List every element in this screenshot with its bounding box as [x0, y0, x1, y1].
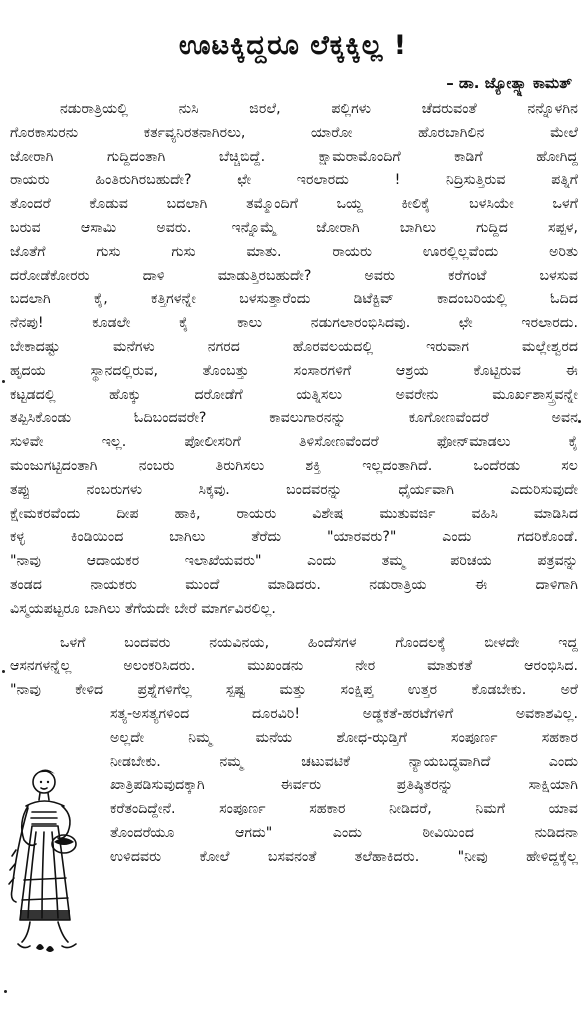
text-line: ಸತ್ಯ-ಅಸತ್ಯಗಳಿಂದ ದೂರವಿರಿ! ಅಡ್ಡಕತೆ-ಹರಟೆಗಳಿಗೆ ಅವಕಾಶವಿಲ್ಲ.	[110, 705, 578, 722]
text-line: ನೀಡಬೇಕು. ನಮ್ಮ ಚಟುವಟಿಕೆ ನ್ಯಾಯಬದ್ಧವಾಗಿದೆ ಎಂದು	[110, 753, 578, 770]
text-line: ಕರೆತಂದಿದ್ದೇನೆ. ಸಂಪೂರ್ಣ ಸಹಕಾರ ನೀಡಿದರೆ, ನಿಮಗೆ ಯಾವ	[110, 801, 578, 818]
text-line: ಕ್ಷೇಮಕರವೆಂದು ದೀಪ ಹಾಕಿ, ರಾಯರು ವಿಶೇಷ ಮುತುವರ್ಜಿ ವಹಿಸಿ ಮಾಡಿಸಿದ	[10, 505, 578, 522]
text-line: ತಪ್ಪು ನಂಬರುಗಳು ಸಿಕ್ಕವು. ಬಂದವರನ್ನು ಧೈರ್ಯವಾಗಿ ಎದುರಿಸುವುದೇ	[10, 481, 578, 498]
text-line: ತೊಂದರೆ ಕೊಡುವ ಬದಲಾಗಿ ತಮ್ಮೊಂದಿಗೆ ಒಯ್ದ ಕೀಲಿಕೈ ಬಳಸಿಯೇ ಒಳಗೆ	[10, 196, 578, 213]
text-line: "ನಾವು ಆದಾಯಕರ ಇಲಾಖೆಯವರು" ಎಂದು ತಮ್ಮ ಪರಿಚಯ ಪತ್ರವನ್ನು	[10, 553, 578, 570]
text-line: ಒಳಗೆ ಬಂದವರು ನಯವಿನಯ, ಹಿಂದೆಸಗಳ ಗೊಂದಲಕ್ಕೆ ಬೀಳದೇ ಇದ್ದ	[60, 634, 578, 651]
scan-speck	[4, 990, 7, 993]
text-line: ಕಳ್ಳ ಕಿಂಡಿಯಿಂದ ಬಾಗಿಲು ತೆರೆದು "ಯಾರವರು?" ಎಂದು ಗದರಿಕೊಂಡೆ.	[10, 529, 578, 546]
text-line: ಅಲ್ಲದೇ ನಿಮ್ಮ ಮನೆಯ ಶೋಧ-ಝಡ್ತಿಗೆ ಸಂಪೂರ್ಣ ಸಹಕಾರ	[110, 729, 578, 746]
text-line: ಆಸನಗಳನ್ನೆಲ್ಲ ಅಲಂಕರಿಸಿದರು. ಮುಖಂಡನು ನೇರ ಮಾತುಕತೆ ಆರಂಭಿಸಿದ.	[10, 658, 578, 675]
article-body	[10, 98, 578, 870]
text-line: ನೆನಪು! ಕೂಡಲೇ ಕೈ ಕಾಲು ನಡುಗಲಾರಂಭಿಸಿದವು. ಛೇ ಇರಲಾರದು.	[10, 315, 578, 332]
text-line: ರಾಯರು ಹಿಂತಿರುಗಿರಬಹುದೇ? ಛೇ ಇರಲಾರದು ! ನಿದ್ರಿಸುತ್ತಿರುವ ಪತ್ನಿಗೆ	[10, 172, 578, 189]
article-author: – ಡಾ. ಜ್ಯೋತ್ಸ್ನಾ ಕಾಮತ್	[446, 74, 572, 92]
text-line: ವಿಸ್ಮಯಪಟ್ಟರೂ ಬಾಗಿಲು ತೆಗೆಯದೇ ಬೇರೆ ಮಾರ್ಗವಿರಲಿಲ್ಲ.	[10, 600, 276, 617]
text-line: ಮಂಜುಗಟ್ಟಿದಂತಾಗಿ ನಂಬರು ತಿರುಗಿಸಲು ಶಕ್ತಿ ಇಲ್ಲದಂತಾಗಿದೆ. ಒಂದೆರಡು ಸಲ	[10, 457, 578, 474]
text-line: ಖಾತ್ರಿಪಡಿಸುವುದಕ್ಕಾಗಿ ಈರ್ವರು ಪ್ರತಿಷ್ಠಿತರನ್ನು ಸಾಕ್ಷಿಯಾಗಿ	[110, 777, 578, 794]
text-line: ಹೃದಯ ಸ್ಥಾನದಲ್ಲಿರುವ, ತೊಂಬತ್ತು ಸಂಸಾರಗಳಿಗೆ ಆಶ್ರಯ ಕೊಟ್ಟಿರುವ ಈ	[10, 362, 578, 379]
text-line: ತಂಡದ ನಾಯಕರು ಮುಂದೆ ಮಾಡಿದರು. ನಡುರಾತ್ರಿಯ ಈ ದಾಳಿಗಾಗಿ	[10, 576, 578, 593]
text-line: ಜೊತೆಗೆ ಗುಸು ಗುಸು ಮಾತು. ರಾಯರು ಊರಲ್ಲಿಲ್ಲವೆಂದು ಅರಿತು	[10, 243, 578, 260]
text-line: ತೊಂದರೆಯೂ ಆಗದು" ಎಂದು ಠೀವಿಯಿಂದ ನುಡಿದನಾ	[110, 824, 578, 841]
woman-illustration	[6, 760, 96, 960]
text-line: ಗೊರಕಾಸುರನು ಕರ್ತವ್ಯನಿರತನಾಗಿರಲು, ಯಾರೋ ಹೊರಬಾಗಿಲಿನ ಮೇಲೆ	[10, 124, 578, 141]
article-title: ಊಟಕ್ಕಿದ್ದರೂ ಲೆಕ್ಕಕ್ಕಿಲ್ಲ !	[178, 30, 408, 61]
scan-speck	[578, 420, 581, 423]
text-line: ನಡುರಾತ್ರಿಯಲ್ಲಿ ನುಸಿ ಜಿರಲೆ, ಪಲ್ಲಿಗಳು ಚೆದರುವಂತೆ ನನ್ನೊಳಗಿನ	[60, 101, 578, 117]
text-line: ಸುಳಿವೇ ಇಲ್ಲ. ಪೋಲೀಸರಿಗೆ ತಿಳಿಸೋಣವೆಂದರೆ ಫೋನ್‌ಮಾಡಲು ಕೈ	[10, 434, 578, 451]
text-line: ತಪ್ಪಿಸಿಕೊಂಡು ಓದಿಬಂದವರೇ? ಕಾವಲುಗಾರನನ್ನು ಕೂಗೋಣವೆಂದರೆ ಅವನ	[10, 410, 578, 427]
scan-speck	[2, 380, 5, 383]
text-line: "ನಾವು ಕೇಳಿದ ಪ್ರಶ್ನೆಗಳಿಗೆಲ್ಲ ಸ್ಪಷ್ಟ ಮತ್ತು ಸಂಕ್ಷಿಪ್ತ ಉತ್ತರ ಕೊಡಬೇಕು. ಅರೆ	[10, 682, 578, 699]
text-line: ದರೋಡೆಕೋರರು ದಾಳಿ ಮಾಡುತ್ತಿರಬಹುದೇ? ಅವರು ಕರೆಗಂಟೆ ಬಳಸುವ	[10, 267, 578, 284]
text-line: ಕಟ್ಟಡದಲ್ಲಿ ಹೊಕ್ಕು ದರೋಡೆಗೆ ಯತ್ನಿಸಲು ಅವರೇನು ಮೂರ್ಖಶಾಸ್ತ್ರವನ್ನೇ	[10, 386, 578, 403]
text-line: ಬದಲಾಗಿ ಕೈ, ಕತ್ತಿಗಳನ್ನೇ ಬಳಸುತ್ತಾರೆಂದು ಡಿಟೆಕ್ಟಿವ್ ಕಾದಂಬರಿಯಲ್ಲಿ ಓದಿದ	[10, 291, 578, 308]
text-line: ಉಳಿದವರು ಕೋಲೆ ಬಸವನಂತೆ ತಲೆಹಾಕಿದರು. "ನೀವು ಹೇಳಿದ್ದಕ್ಕೆಲ್ಲ	[110, 848, 578, 865]
scan-speck	[2, 670, 5, 673]
text-line: ಬೇಕಾದಷ್ಟು ಮನೆಗಳು ನಗರದ ಹೊರವಲಯದಲ್ಲಿ ಇರುವಾಗ ಮಲ್ಲೇಶ್ವರದ	[10, 338, 578, 355]
text-line: ಜೋರಾಗಿ ಗುದ್ದಿದಂತಾಗಿ ಬೆಚ್ಚಿಬಿದ್ದೆ. ಕ್ಷಾಮರಾಮೊಂದಿಗೆ ಕಾಡಿಗೆ ಹೋಗಿದ್ದ	[10, 148, 578, 165]
text-line: ಬರುವ ಆಸಾಮಿ ಅವರು. ಇನ್ನೊಮ್ಮೆ ಜೋರಾಗಿ ಬಾಗಿಲು ಗುದ್ದಿದ ಸಪ್ಪಳ,	[10, 219, 578, 236]
